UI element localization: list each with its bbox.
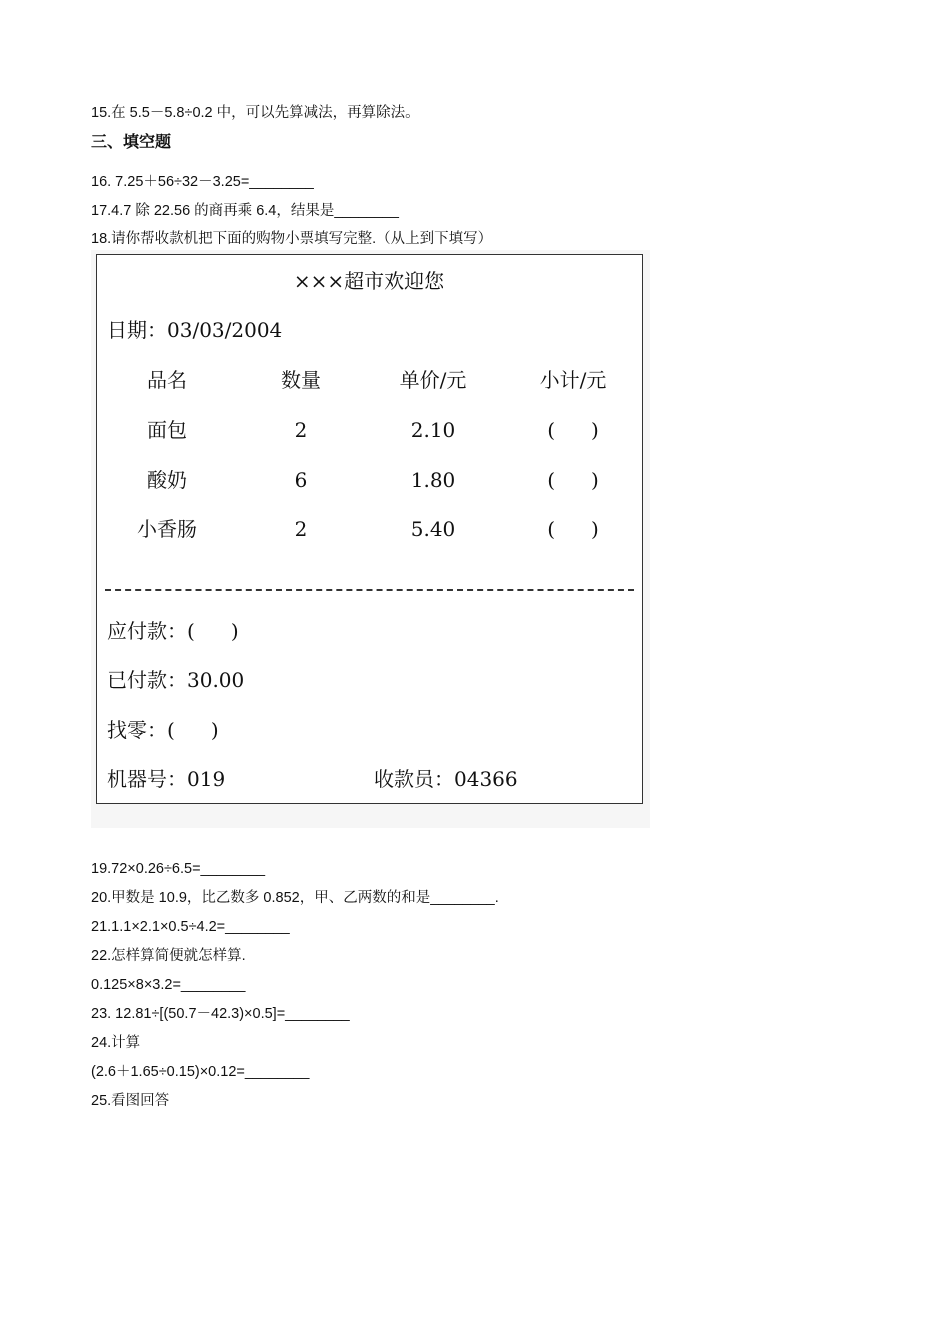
receipt-row-1-name: 面包 (147, 418, 187, 442)
question-24-expression: (2.6＋1.65÷0.15)×0.12=________ (91, 1064, 310, 1080)
question-18: 18.请你帮收款机把下面的购物小票填写完整.（从上到下填写） (91, 231, 493, 247)
question-20: 20.甲数是 10.9，比乙数多 0.852，甲、乙两数的和是________. (91, 890, 499, 906)
receipt-header-subtotal: 小计/元 (539, 368, 607, 392)
question-23: 23. 12.81÷[(50.7－42.3)×0.5]=________ (91, 1006, 350, 1022)
receipt-machine-value: 019 (187, 767, 226, 791)
receipt-row-1-subtotal-blank: ( ) (547, 418, 599, 442)
receipt-title: ×××超市欢迎您 (293, 269, 445, 293)
receipt-change-label: 找零： (107, 718, 167, 742)
receipt-payable-label: 应付款： (107, 619, 187, 643)
receipt-payable: 应付款：( ) (107, 619, 239, 643)
receipt-row-1-price: 2.10 (410, 418, 456, 442)
question-17: 17.4.7 除 22.56 的商再乘 6.4，结果是________ (91, 203, 399, 219)
question-21: 21.1.1×2.1×0.5÷4.2=________ (91, 919, 290, 935)
receipt-row-2-price: 1.80 (410, 468, 456, 492)
receipt-row-1-qty: 2 (294, 418, 308, 442)
question-25: 25.看图回答 (91, 1093, 170, 1109)
receipt-row-2-name: 酸奶 (147, 468, 187, 492)
question-19: 19.72×0.26÷6.5=________ (91, 861, 266, 877)
receipt-machine-label: 机器号： (107, 767, 187, 791)
receipt-cashier-value: 04366 (454, 767, 518, 791)
question-22: 22.怎样算简便就怎样算. (91, 948, 246, 964)
question-15: 15.在 5.5－5.8÷0.2 中，可以先算减法，再算除法。 (91, 105, 420, 121)
receipt-date (107, 318, 282, 342)
receipt-row-2-qty: 6 (294, 468, 308, 492)
question-22-expression: 0.125×8×3.2=________ (91, 977, 246, 993)
receipt-dashed-divider (105, 589, 634, 591)
receipt-row-3-subtotal-blank: ( ) (547, 517, 599, 541)
receipt-header-price: 单价/元 (399, 368, 467, 392)
receipt-row-3-name: 小香肠 (137, 517, 197, 541)
receipt-date-label: 日期： (107, 318, 167, 342)
receipt-header-name: 品名 (147, 368, 187, 392)
question-24: 24.计算 (91, 1035, 141, 1051)
receipt-change: 找零：( ) (107, 718, 219, 742)
receipt-row-2-subtotal-blank: ( ) (547, 468, 599, 492)
section-heading-fill-in: 三、填空题 (91, 134, 172, 151)
question-16: 16. 7.25＋56÷32－3.25=________ (91, 174, 314, 190)
receipt-row-3-qty: 2 (294, 517, 308, 541)
receipt-paid (107, 668, 244, 692)
receipt-cashier-label: 收款员： (374, 767, 454, 791)
receipt-paid-value: 30.00 (187, 668, 245, 692)
receipt-cashier (374, 767, 518, 791)
receipt-row-3-price: 5.40 (410, 517, 456, 541)
receipt-paid-label: 已付款： (107, 668, 187, 692)
receipt-machine-number (107, 767, 225, 791)
shopping-receipt (96, 254, 643, 804)
receipt-date-value: 03/03/2004 (167, 318, 283, 342)
receipt-header-qty: 数量 (281, 368, 321, 392)
